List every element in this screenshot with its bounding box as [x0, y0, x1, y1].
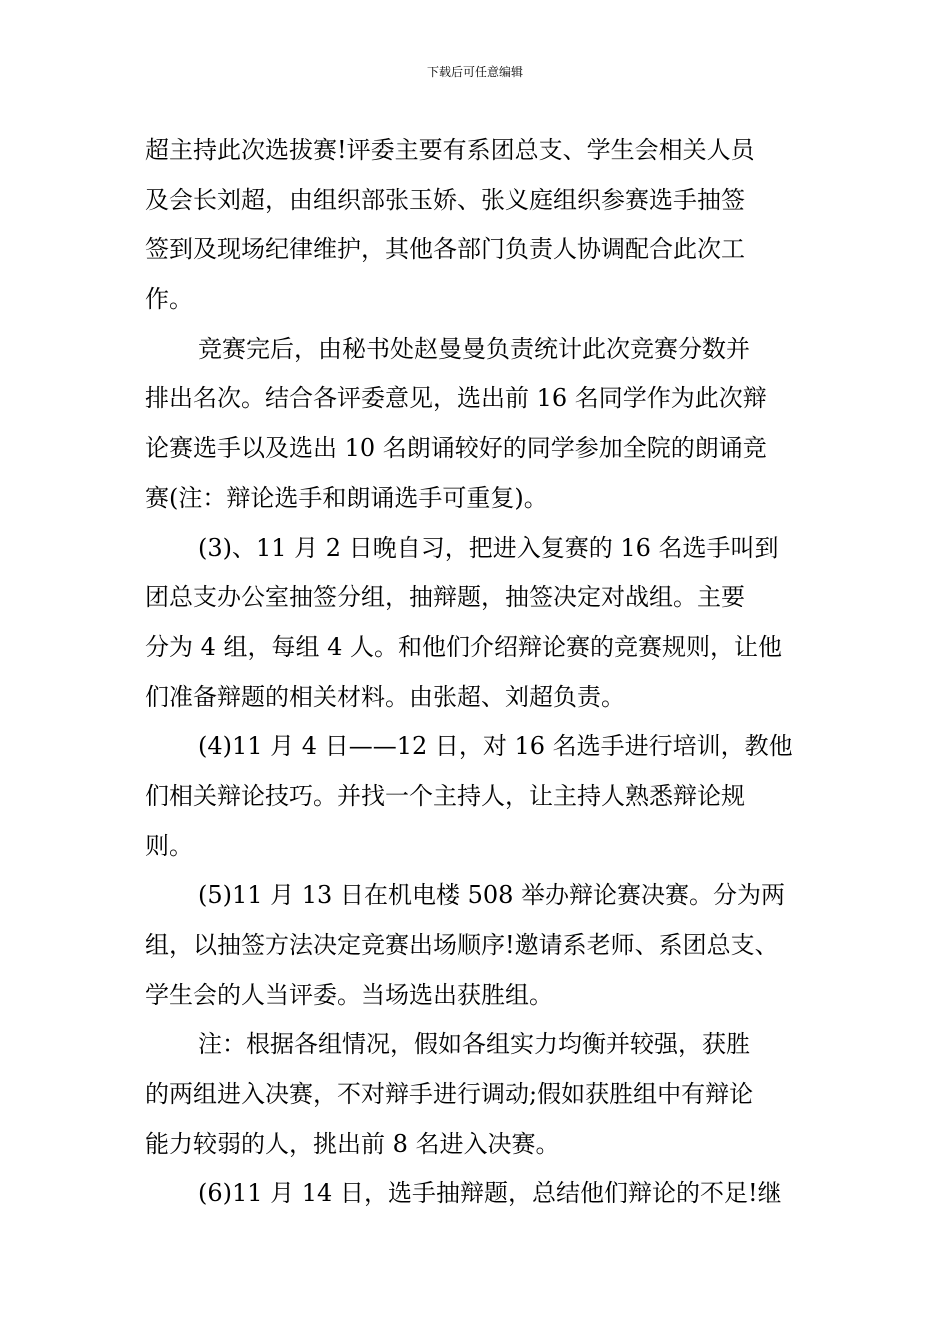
text-line: 及会长刘超，由组织部张玉娇、张义庭组织参赛选手抽签	[145, 185, 745, 214]
text-line: 论赛选手以及选出 10 名朗诵较好的同学参加全院的朗诵竞	[145, 434, 767, 463]
text-line: 们相关辩论技巧。并找一个主持人，让主持人熟悉辩论规	[145, 781, 745, 810]
text-line: 能力较弱的人，挑出前 8 名进入决赛。	[145, 1129, 560, 1158]
text-line: 组，以抽签方法决定竞赛出场顺序!邀请系老师、系团总支、	[145, 931, 779, 959]
page-header: 下载后可任意编辑	[426, 65, 523, 79]
text-line-first: (6)11 月 14 日，选手抽辩题，总结他们辩论的不足!继	[198, 1179, 782, 1208]
text-line: 排出名次。结合各评委意见，选出前 16 名同学作为此次辩	[145, 384, 767, 413]
document-body	[145, 126, 827, 1219]
text-line: 作。	[145, 285, 193, 314]
text-line: 团总支办公室抽签分组，抽辩题，抽签决定对战组。主要	[145, 583, 745, 612]
text-line-first: (4)11 月 4 日——12 日，对 16 名选手进行培训，教他	[198, 732, 793, 761]
paragraph-step-6	[145, 1169, 827, 1219]
text-line-first: 注：根据各组情况，假如各组实力均衡并较强，获胜	[198, 1030, 750, 1059]
text-line: 则。	[145, 831, 193, 860]
text-line-first: (5)11 月 13 日在机电楼 508 举办辩论赛决赛。分为两	[198, 881, 786, 910]
text-line: 分为 4 组，每组 4 人。和他们介绍辩论赛的竞赛规则，让他	[145, 632, 783, 661]
paragraph-note	[145, 1020, 827, 1169]
text-line: 的两组进入决赛，不对辩手进行调动;假如获胜组中有辩论	[145, 1080, 754, 1109]
paragraph-step-4	[145, 722, 827, 871]
paragraph-continuation	[145, 126, 827, 325]
paragraph-step-3	[145, 524, 827, 723]
text-line: 学生会的人当评委。当场选出获胜组。	[145, 980, 553, 1009]
paragraph-scoring	[145, 325, 827, 524]
text-line: 超主持此次选拔赛!评委主要有系团总支、学生会相关人员	[145, 136, 755, 164]
text-line-first: (3)、11 月 2 日晚自习，把进入复赛的 16 名选手叫到	[198, 533, 779, 562]
paragraph-step-5	[145, 871, 827, 1020]
text-line: 签到及现场纪律维护，其他各部门负责人协调配合此次工	[145, 235, 745, 264]
text-line-first: 竞赛完后，由秘书处赵曼曼负责统计此次竞赛分数并	[198, 334, 750, 363]
text-line: 赛(注：辩论选手和朗诵选手可重复)。	[145, 483, 548, 512]
text-line: 们准备辩题的相关材料。由张超、刘超负责。	[145, 682, 625, 711]
